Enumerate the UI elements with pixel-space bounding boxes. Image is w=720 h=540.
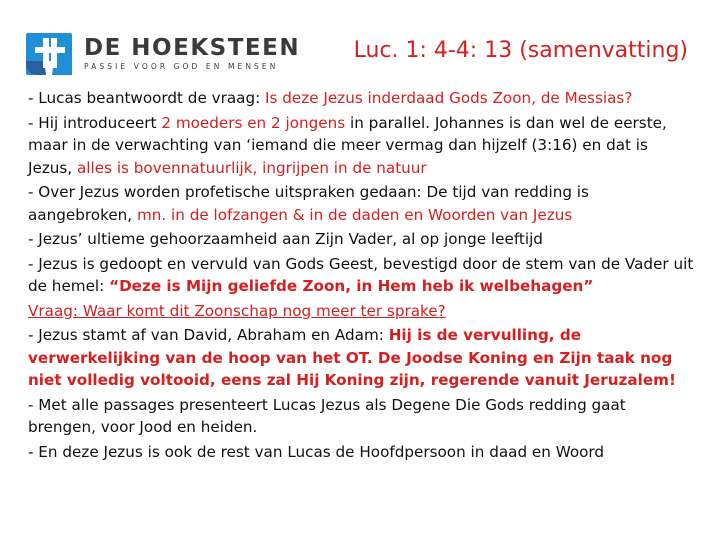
paragraph-7	[28, 324, 696, 392]
logo	[24, 31, 300, 77]
cross-in-tile-icon	[24, 31, 74, 77]
highlight-text: Hij is de vervulling, de verwerkelijking van de hoop van het OT. De Joodse Koning en Zijn taak nog niet volledig voltooid, eens zal Hij Koning zijn, regerende vanuit Jeruzalem!	[28, 326, 676, 389]
text-segment: - Jezus stamt af van David, Abraham en Adam:	[28, 326, 389, 344]
question-text: Vraag: Waar komt dit Zoonschap nog meer ter sprake?	[28, 301, 446, 320]
paragraph-9	[28, 441, 696, 464]
text-segment: - En deze Jezus is ook de rest van Lucas de Hoofdpersoon in daad en Woord	[28, 442, 605, 461]
slide-title: Luc. 1: 4-4: 13 (samenvatting)	[353, 38, 688, 63]
quote-text: “Deze is Mijn geliefde Zoon, in Hem heb ik welbehagen”	[109, 277, 594, 295]
text-segment: - Jezus is gedoopt en vervuld van Gods Geest, bevestigd door de stem van de Vader uit de hemel:	[28, 254, 694, 295]
paragraph-8	[28, 394, 696, 439]
highlight-text: mn. in de lofzangen & in de daden en Woorden van Jezus	[136, 205, 573, 224]
highlight-text: 2 moeders en 2 jongens	[161, 113, 346, 132]
text-segment: - Met alle passages presenteert Lucas Jezus als Degene Die Gods redding gaat brengen, voor Jood en heiden.	[28, 395, 626, 436]
logo-name: DE HOEKSTEEN	[84, 35, 301, 61]
paragraph-2	[28, 112, 696, 180]
text-segment: - Lucas beantwoordt de vraag:	[28, 89, 266, 107]
text-segment: in parallel. Johannes is dan wel de eerste, maar in de verwachting van ‘iemand die meer vermag dan hijzelf (3:16) en dat is Jezus,	[28, 113, 667, 177]
text-segment: - Over Jezus worden profetische uitspraken gedaan: De tijd van redding is aangebroken,	[28, 183, 589, 224]
paragraph-4	[28, 228, 696, 251]
text-segment: - Jezus’ ultieme gehoorzaamheid aan Zijn Vader, al op jonge leeftijd	[28, 230, 543, 248]
paragraph-1	[28, 87, 696, 110]
slide-body	[28, 87, 696, 465]
paragraph-3	[28, 181, 696, 226]
text-segment: - Hij introduceert	[28, 113, 162, 132]
slide-header	[0, 0, 720, 85]
paragraph-5	[28, 253, 696, 298]
logo-tagline: PASSIE VOOR GOD EN MENSEN	[84, 62, 279, 71]
highlight-text: Is deze Jezus inderdaad Gods Zoon, de Messias?	[265, 89, 633, 107]
question-line	[28, 300, 696, 323]
highlight-text: alles is bovennatuurlijk, ingrijpen in de natuur	[77, 158, 427, 177]
